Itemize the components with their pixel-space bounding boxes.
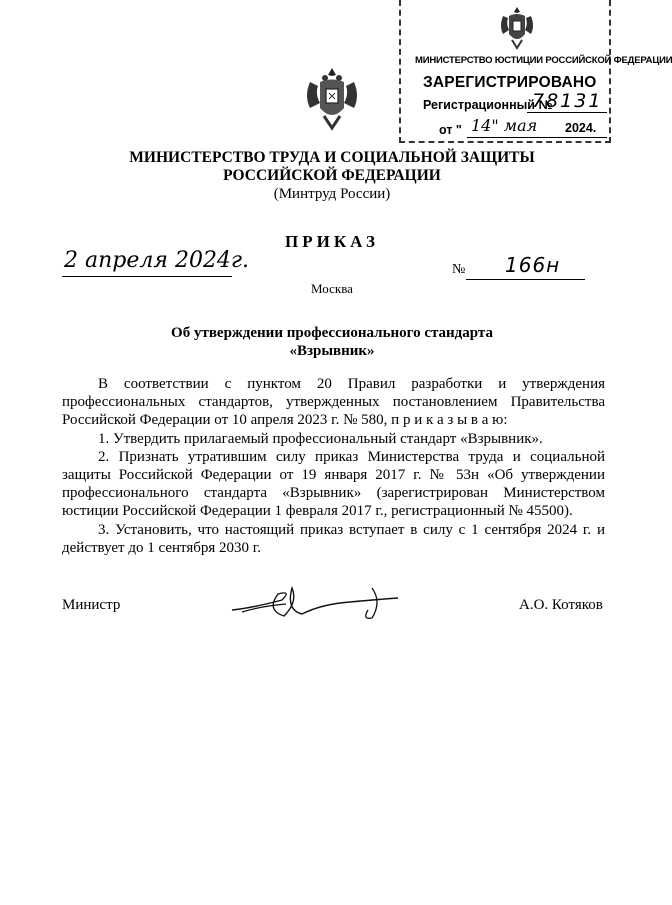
preamble-paragraph: В соответствии с пунктом 20 Правил разработки и утверждения профессиональных стандартов, утвержденных постановлением Правительства Российской Федерации от 10 апреля 2023 г. № 580, п р и к а з ы в а ю: — [62, 376, 605, 429]
stamp-reg-number: 78131 — [532, 90, 603, 112]
stamp-reg-label: Регистрационный № — [423, 98, 553, 112]
handwritten-signature — [222, 580, 406, 622]
order-item-1: 1. Утвердить прилагаемый профессиональный стандарт «Взрывник». — [98, 430, 543, 447]
order-item-3: 3. Установить, что настоящий приказ вступает в силу с 1 сентября 2024 г. и действует до 1 сентября 2030 г. — [62, 521, 605, 556]
document-type: ПРИКАЗ — [285, 232, 379, 251]
eagle-emblem-icon — [497, 4, 537, 50]
coat-of-arms-icon — [302, 66, 362, 132]
stamp-reg-underline — [527, 112, 607, 113]
city: Москва — [311, 281, 353, 296]
signer-title: Министр — [62, 597, 121, 613]
stamp-date-prefix: от " — [439, 123, 462, 137]
stamp-date-handwritten: 14" мая — [471, 116, 538, 135]
order-date-underline — [62, 276, 232, 277]
order-body — [62, 375, 605, 557]
number-sign: № — [452, 262, 466, 277]
ministry-line1: МИНИСТЕРСТВО ТРУДА И СОЦИАЛЬНОЙ ЗАЩИТЫ — [129, 149, 535, 166]
registration-stamp — [399, 0, 672, 143]
stamp-status: ЗАРЕГИСТРИРОВАНО — [423, 74, 597, 91]
stamp-year: 2024. — [565, 121, 597, 135]
stamp-ministry: МИНИСТЕРСТВО ЮСТИЦИИ РОССИЙСКОЙ ФЕДЕРАЦИИ — [415, 55, 672, 66]
order-item-2: 2. Признать утратившим силу приказ Министерства труда и социальной защиты Российской Федерации от 19 января 2017 г. № 53н «Об утверждении профессионального стандарта «Взрывник» (зарегистрирован Министерством юстиции Российской Федерации 1 февраля 2017 г., регистрационный № 45500). — [62, 448, 605, 520]
subject-line1: Об утверждении профессионального стандарта — [171, 325, 493, 341]
subject-line2: «Взрывник» — [289, 343, 375, 359]
number-underline — [466, 279, 585, 280]
ministry-line2: РОССИЙСКОЙ ФЕДЕРАЦИИ — [223, 167, 441, 184]
stamp-date-underline — [467, 137, 607, 138]
order-subject — [0, 324, 664, 360]
signer-name: А.О. Котяков — [519, 597, 603, 613]
order-number-handwritten: 166н — [505, 253, 561, 277]
ministry-name — [0, 149, 664, 185]
ministry-abbreviation: (Минтруд России) — [273, 186, 391, 202]
order-date-handwritten: 2 апреля 2024г. — [64, 248, 250, 273]
